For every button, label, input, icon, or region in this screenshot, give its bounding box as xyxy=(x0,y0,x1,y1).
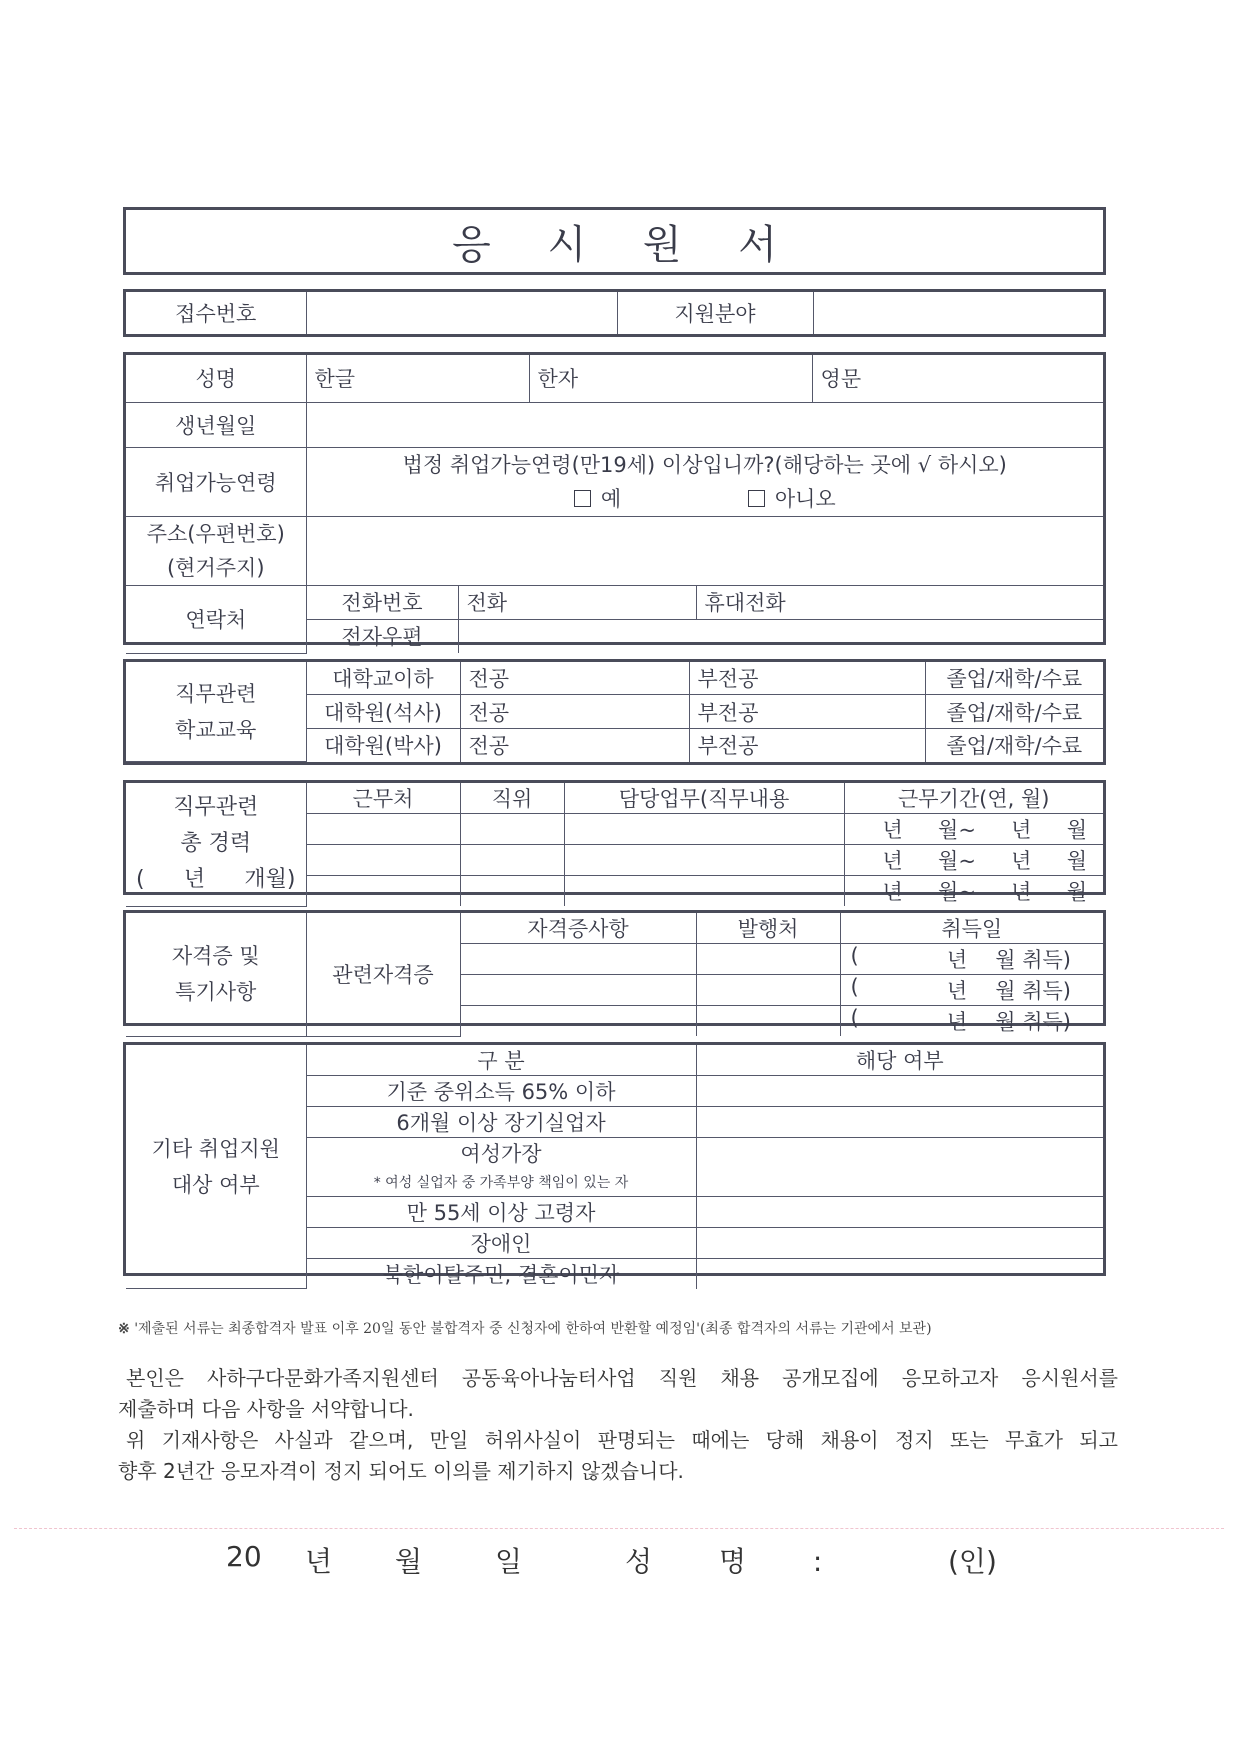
certificates-label: 자격증 및 특기사항 xyxy=(126,913,306,1036)
certificate-header-issuer: 발행처 xyxy=(696,913,840,944)
certificate-name-cell[interactable] xyxy=(460,975,696,1006)
application-field-input[interactable] xyxy=(813,292,1103,334)
education-status[interactable]: 졸업/재학/수료 xyxy=(925,729,1103,762)
support-applicable-cell[interactable] xyxy=(696,1076,1103,1107)
support-item: 여성가장 xyxy=(306,1138,696,1169)
career-period-cell[interactable]: 년 월~ 년 월 xyxy=(844,814,1103,845)
certificate-name-cell[interactable] xyxy=(460,944,696,975)
mobile-field[interactable]: 휴대전화 xyxy=(696,585,1103,619)
age-question: 법정 취업가능연령(만19세) 이상입니까?(해당하는 곳에 √ 하시오) xyxy=(402,452,1007,477)
phone-number-label: 전화번호 xyxy=(306,585,458,619)
support-item: 만 55세 이상 고령자 xyxy=(306,1196,696,1227)
personal-info-table xyxy=(123,352,1106,650)
certificate-date-cell[interactable]: ( 년 월 취득) xyxy=(840,1006,1103,1037)
age-label: 취업가능연령 xyxy=(126,447,306,516)
signature-day: 일 xyxy=(495,1545,523,1578)
name-hanja-field[interactable]: 한자 xyxy=(529,355,812,402)
certificate-header-name: 자격증사항 xyxy=(460,913,696,944)
education-status[interactable]: 졸업/재학/수료 xyxy=(925,695,1103,729)
reception-number-field[interactable] xyxy=(306,292,617,334)
career-workplace-cell[interactable] xyxy=(306,845,460,876)
support-applicable-cell[interactable] xyxy=(696,1258,1103,1289)
career-duties-cell[interactable] xyxy=(564,814,844,845)
support-label: 기타 취업지원 대상 여부 xyxy=(126,1045,306,1289)
support-item: 6개월 이상 장기실업자 xyxy=(306,1107,696,1138)
declaration-line: 본인은 사하구다문화가족지원센터 공동육아나눔터사업 직원 채용 공개모집에 응모하고자 응시원서를 xyxy=(126,1366,1118,1390)
career-header-period: 근무기간(연, 월) xyxy=(844,783,1103,814)
education-level: 대학원(박사) xyxy=(306,729,460,762)
title-box xyxy=(123,207,1106,275)
female-head-note: * 여성 실업자 중 가족부양 책임이 있는 자 xyxy=(306,1168,696,1196)
email-field[interactable] xyxy=(458,619,1103,653)
phone-field[interactable]: 전화 xyxy=(458,585,696,619)
form-title: 응 시 원 서 xyxy=(452,221,799,268)
support-item: 장애인 xyxy=(306,1227,696,1258)
yes-checkbox-icon[interactable] xyxy=(574,490,591,507)
support-header-category: 구 분 xyxy=(306,1045,696,1076)
support-applicable-cell[interactable] xyxy=(696,1138,1103,1197)
career-workplace-cell[interactable] xyxy=(306,876,460,907)
support-item: 북한이탈주민, 결혼이민자 xyxy=(306,1258,696,1289)
age-yes-option[interactable]: 예 xyxy=(574,487,621,511)
support-table xyxy=(123,1042,1106,1287)
education-status[interactable]: 졸업/재학/수료 xyxy=(925,662,1103,695)
birth-field[interactable] xyxy=(306,402,1103,447)
signature-seal[interactable]: (인) xyxy=(948,1545,997,1578)
career-position-cell[interactable] xyxy=(460,876,564,907)
note-text: '제출된 서류는 최종합격자 발표 이후 20일 동안 불합격자 중 신청자에 한하여 반환할 예정임'(최종 합격자의 서류는 기관에서 보관) xyxy=(134,1321,932,1337)
certificate-issuer-cell[interactable] xyxy=(696,975,840,1006)
education-level: 대학교이하 xyxy=(306,662,460,695)
certificate-header-date: 취득일 xyxy=(840,913,1103,944)
career-period-cell[interactable]: 년 월~ 년 월 xyxy=(844,845,1103,876)
email-label: 전자우편 xyxy=(306,619,458,653)
divider xyxy=(14,1528,1224,1529)
reception-number-label: 접수번호 xyxy=(126,292,306,334)
contact-label: 연락처 xyxy=(126,585,306,653)
signature-month: 월 xyxy=(395,1545,423,1578)
certificate-date-cell[interactable]: ( 년 월 취득) xyxy=(840,944,1103,975)
career-duties-cell[interactable] xyxy=(564,876,844,907)
career-header-position: 직위 xyxy=(460,783,564,814)
no-checkbox-icon[interactable] xyxy=(748,490,765,507)
declaration xyxy=(118,1363,1118,1487)
name-english-field[interactable]: 영문 xyxy=(812,355,1103,402)
age-no-option[interactable]: 아니오 xyxy=(748,487,836,511)
name-hangul-field[interactable]: 한글 xyxy=(306,355,529,402)
declaration-line: 위 기재사항은 사실과 같으며, 만일 허위사실이 판명되는 때에는 당해 채용이 정지 또는 무효가 되고 xyxy=(126,1428,1118,1452)
education-minor[interactable]: 부전공 xyxy=(689,662,925,695)
education-major[interactable]: 전공 xyxy=(460,695,689,729)
support-applicable-cell[interactable] xyxy=(696,1196,1103,1227)
career-duties-cell[interactable] xyxy=(564,845,844,876)
declaration-line: 제출하며 다음 사항을 서약합니다. xyxy=(118,1397,414,1421)
career-period-cell[interactable]: 년 월~ 년 월 xyxy=(844,876,1103,907)
certificates-sub-label: 관련자격증 xyxy=(306,913,460,1036)
education-major[interactable]: 전공 xyxy=(460,662,689,695)
certificate-name-cell[interactable] xyxy=(460,1006,696,1037)
declaration-line: 향후 2년간 응모자격이 정지 되어도 이의를 제기하지 않겠습니다. xyxy=(118,1459,684,1483)
application-field-label: 지원분야 xyxy=(617,292,813,334)
certificates-table xyxy=(123,910,1106,1034)
name-label: 성명 xyxy=(126,355,306,402)
career-position-cell[interactable] xyxy=(460,814,564,845)
certificate-issuer-cell[interactable] xyxy=(696,944,840,975)
education-minor[interactable]: 부전공 xyxy=(689,729,925,762)
support-applicable-cell[interactable] xyxy=(696,1107,1103,1138)
certificate-issuer-cell[interactable] xyxy=(696,1006,840,1037)
support-header-applicable: 해당 여부 xyxy=(696,1045,1103,1076)
education-minor[interactable]: 부전공 xyxy=(689,695,925,729)
career-position-cell[interactable] xyxy=(460,845,564,876)
address-label: 주소(우편번호) (현거주지) xyxy=(126,516,306,585)
birth-label: 생년월일 xyxy=(126,402,306,447)
return-note xyxy=(118,1318,932,1338)
education-table xyxy=(123,659,1106,765)
reception-table xyxy=(123,289,1106,337)
education-level: 대학원(석사) xyxy=(306,695,460,729)
signature-name-label: 성 명 : xyxy=(625,1545,823,1578)
signature-year: 년 xyxy=(305,1545,333,1578)
education-major[interactable]: 전공 xyxy=(460,729,689,762)
certificate-date-cell[interactable]: ( 년 월 취득) xyxy=(840,975,1103,1006)
career-label: 직무관련 총 경력 ( 년 개월) xyxy=(126,783,306,906)
education-label: 직무관련 학교교육 xyxy=(126,662,306,762)
career-header-workplace: 근무처 xyxy=(306,783,460,814)
note-mark: ※ xyxy=(118,1321,130,1337)
support-item: 기준 중위소득 65% 이하 xyxy=(306,1076,696,1107)
address-field[interactable] xyxy=(306,516,1103,585)
career-table xyxy=(123,780,1106,904)
support-applicable-cell[interactable] xyxy=(696,1227,1103,1258)
career-header-duties: 담당업무(직무내용 xyxy=(564,783,844,814)
career-workplace-cell[interactable] xyxy=(306,814,460,845)
signature-year-prefix: 20 xyxy=(226,1540,262,1573)
